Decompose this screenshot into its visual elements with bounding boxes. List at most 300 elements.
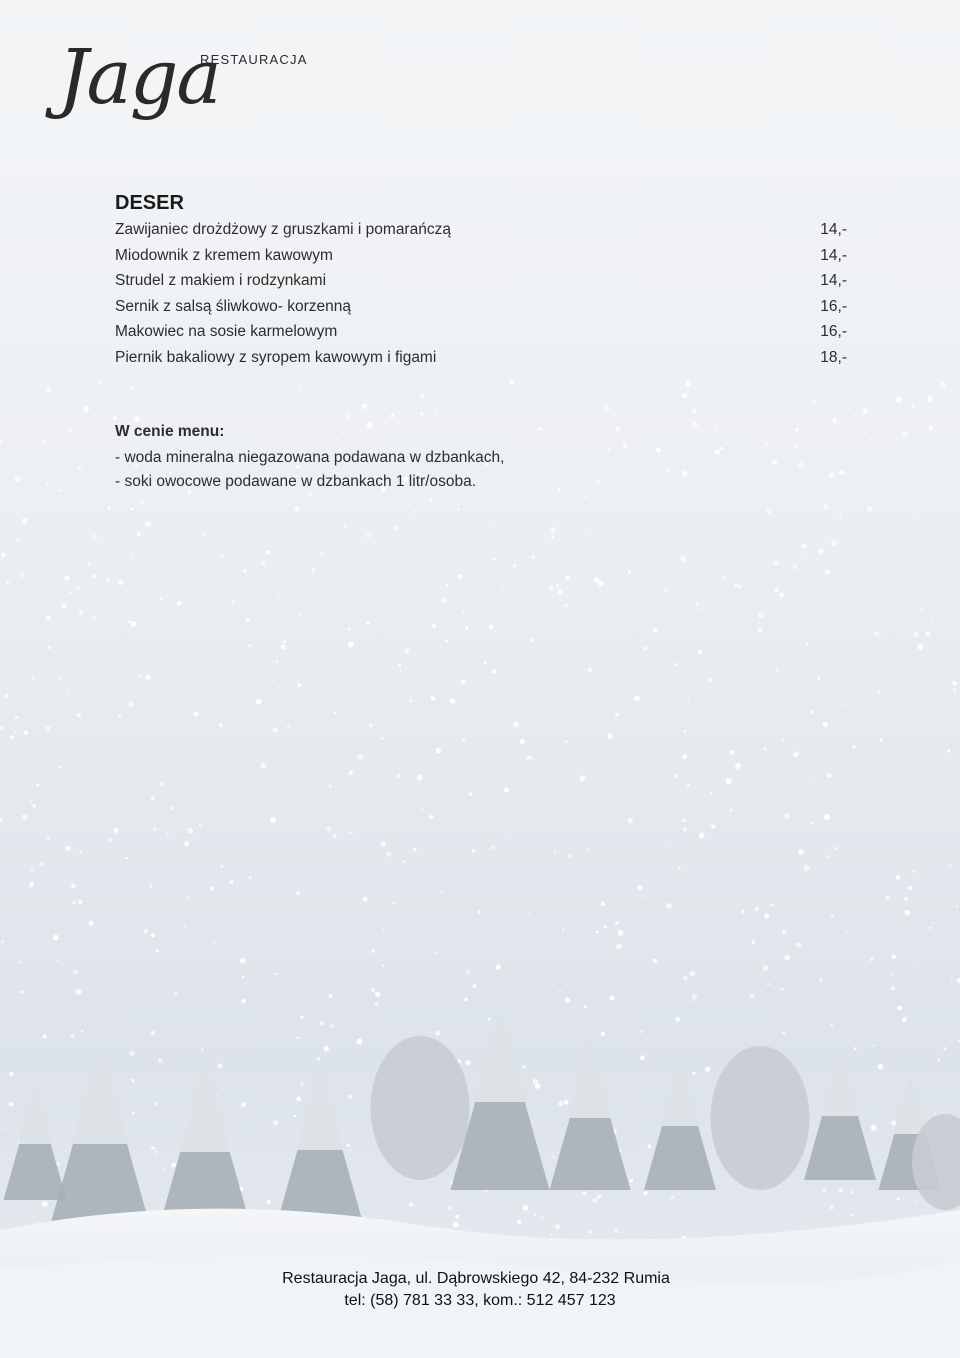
snowflake xyxy=(810,822,813,825)
snowflake xyxy=(675,663,678,666)
snowflake xyxy=(245,617,249,621)
snowflake xyxy=(782,738,785,741)
snowflake xyxy=(554,850,556,852)
snowflake xyxy=(183,926,185,928)
snowflake xyxy=(440,890,442,892)
snowflake xyxy=(839,513,842,516)
snowflake xyxy=(391,414,395,418)
footer-contact: tel: (58) 781 33 33, kom.: 512 457 123 xyxy=(344,1292,616,1309)
snowflake xyxy=(231,600,234,603)
snowflake xyxy=(588,667,593,672)
snowflake xyxy=(823,722,828,727)
snowflake xyxy=(432,624,437,629)
snowflake xyxy=(77,713,81,717)
snowflake xyxy=(748,615,751,618)
snowflake xyxy=(125,857,127,859)
snowflake xyxy=(47,645,51,649)
snowflake xyxy=(221,555,224,558)
snowflake xyxy=(710,792,713,795)
snowflake xyxy=(604,406,610,412)
snowflake xyxy=(726,779,732,785)
snowflake xyxy=(615,713,619,717)
snowflake xyxy=(913,870,916,873)
snowflake xyxy=(928,425,933,430)
snowflake xyxy=(442,598,447,603)
snowflake xyxy=(281,644,286,649)
snowflake xyxy=(810,711,813,714)
snowflake xyxy=(386,622,388,624)
snowflake xyxy=(349,771,353,775)
snowflake xyxy=(793,564,798,569)
snowflake xyxy=(615,921,618,924)
snowflake xyxy=(334,711,337,714)
snowflake xyxy=(64,576,69,581)
snowflake xyxy=(31,868,34,871)
snowflake xyxy=(118,580,123,585)
snowflake xyxy=(146,675,151,680)
snowflake xyxy=(531,638,535,642)
snowflake xyxy=(184,841,189,846)
snowflake xyxy=(329,785,331,787)
snowflake xyxy=(33,747,35,749)
snowflake xyxy=(271,679,274,682)
menu-item-price: 14,- xyxy=(820,246,847,264)
snowflake xyxy=(832,418,837,423)
snowflake xyxy=(682,471,687,476)
snowflake xyxy=(47,837,50,840)
snowflake xyxy=(32,662,34,664)
snowflake xyxy=(674,774,678,778)
snowflake xyxy=(362,403,368,409)
snowflake xyxy=(78,899,83,904)
snowflake xyxy=(735,584,738,587)
snowflake xyxy=(618,930,624,936)
price-includes-note xyxy=(115,423,504,497)
snowflake xyxy=(820,645,822,647)
snowflake xyxy=(283,640,286,643)
snowflake xyxy=(680,556,686,562)
tree-snow-cap xyxy=(298,1070,343,1150)
snowflake xyxy=(83,406,89,412)
snowflake xyxy=(624,898,626,900)
snowflake xyxy=(824,814,830,820)
snowflake xyxy=(472,849,475,852)
snowflake xyxy=(40,862,43,865)
snowflake xyxy=(484,661,487,664)
footer-address: Restauracja Jaga, ul. Dąbrowskiego 42, 84-232 Rumia xyxy=(282,1270,670,1287)
snowflake xyxy=(601,902,605,906)
snowflake xyxy=(911,406,914,409)
snowflake xyxy=(568,854,572,858)
snowflake xyxy=(333,670,335,672)
snowflake xyxy=(87,689,89,691)
snowflake xyxy=(248,644,251,647)
snowflake xyxy=(348,628,351,631)
snowflake xyxy=(203,534,206,537)
snowflake xyxy=(847,407,850,410)
snowflake xyxy=(287,725,291,729)
snowflake xyxy=(530,757,532,759)
snowflake xyxy=(565,740,568,743)
snowflake xyxy=(795,445,798,448)
snowflake xyxy=(682,819,686,823)
snowflake xyxy=(949,864,951,866)
dessert-menu-list xyxy=(115,221,847,375)
snowflake xyxy=(150,885,153,888)
snowflake xyxy=(784,813,790,819)
snowflake xyxy=(579,775,585,781)
snowflake xyxy=(128,701,133,706)
snowflake xyxy=(921,608,924,611)
snowflake xyxy=(132,555,134,557)
snowflake xyxy=(526,755,530,759)
snowflake xyxy=(160,782,164,786)
snowflake xyxy=(72,399,74,401)
snowflake xyxy=(826,855,829,858)
snowflake xyxy=(346,415,350,419)
snowflake xyxy=(0,440,2,443)
snowflake xyxy=(46,482,49,485)
snowflake xyxy=(598,581,603,586)
snowflake xyxy=(904,897,908,901)
snowflake xyxy=(802,544,807,549)
snowflake xyxy=(299,386,301,388)
snowflake xyxy=(199,823,202,826)
snowflake xyxy=(695,665,697,667)
snowflake xyxy=(30,801,33,804)
snowflake xyxy=(825,569,830,574)
snowflake xyxy=(765,443,768,446)
note-heading: W cenie menu: xyxy=(115,423,225,440)
snowflake xyxy=(730,750,735,755)
snowflake xyxy=(604,925,607,928)
snowflake xyxy=(420,412,423,415)
tree-group xyxy=(4,1014,960,1240)
snowflake xyxy=(454,677,456,679)
snowflake xyxy=(107,506,110,509)
snowflake xyxy=(896,875,901,880)
snowflake xyxy=(774,561,778,565)
snowflake xyxy=(130,386,135,391)
snowflake xyxy=(445,584,448,587)
snowflake xyxy=(791,903,793,905)
restaurant-logo xyxy=(58,28,308,140)
snowflake xyxy=(414,510,417,513)
snowflake xyxy=(420,393,424,397)
snowflake xyxy=(695,603,698,606)
bare-tree xyxy=(371,1036,470,1180)
snowflake xyxy=(557,488,561,492)
snowflake xyxy=(551,527,556,532)
snowflake xyxy=(477,910,480,913)
snowflake xyxy=(908,886,912,890)
snowflake xyxy=(400,670,402,672)
snowflake xyxy=(585,495,588,498)
snowflake xyxy=(19,650,21,652)
snowflake xyxy=(392,902,395,905)
snowflake xyxy=(551,535,554,538)
snowflake xyxy=(615,427,620,432)
tree-snow-cap xyxy=(180,1064,230,1152)
snowflake xyxy=(465,626,468,629)
snowflake xyxy=(687,700,689,702)
snowflake xyxy=(678,867,681,870)
snowflake xyxy=(867,506,872,511)
snowflake xyxy=(297,683,301,687)
snowflake xyxy=(537,427,542,432)
note-line-water: - woda mineralna niegazowana podawana w dzbankach, xyxy=(115,449,505,466)
snowflake xyxy=(469,792,472,795)
snowflake xyxy=(758,628,762,632)
snowflake xyxy=(806,642,809,645)
snowflake xyxy=(834,847,837,850)
snowflake xyxy=(886,896,890,900)
snowflake xyxy=(656,447,661,452)
snowflake xyxy=(71,883,76,888)
tree-snow-cap xyxy=(662,1062,698,1126)
snowflake xyxy=(113,828,118,833)
snowflake xyxy=(877,691,880,694)
snowflake xyxy=(913,514,915,516)
snowflake xyxy=(436,748,441,753)
snowflake xyxy=(758,622,760,624)
snowflake xyxy=(93,616,96,619)
snowflake xyxy=(697,609,699,611)
tree-snow-cap xyxy=(570,1046,611,1118)
snowflake xyxy=(435,410,437,412)
snowflake xyxy=(390,565,392,567)
snowflake xyxy=(393,526,398,531)
snowflake xyxy=(596,930,599,933)
snowflake xyxy=(952,681,956,685)
snowflake xyxy=(504,787,509,792)
snowflake xyxy=(276,660,279,663)
snowflake xyxy=(366,621,369,624)
snowflake xyxy=(5,694,9,698)
snowflake xyxy=(358,754,364,760)
snowflake xyxy=(918,644,923,649)
snowflake xyxy=(687,783,691,787)
snowflake xyxy=(852,746,855,749)
snowflake xyxy=(366,533,371,538)
snowflake xyxy=(87,562,91,566)
menu-item-price: 18,- xyxy=(820,348,847,366)
snowflake xyxy=(874,631,878,635)
snowflake xyxy=(187,828,193,834)
snowflake xyxy=(758,612,764,618)
snowflake xyxy=(128,621,131,624)
snowflake xyxy=(243,569,246,572)
snowflake xyxy=(844,704,846,706)
snowflake xyxy=(47,388,52,393)
snowflake xyxy=(623,443,628,448)
snowflake xyxy=(556,584,559,587)
snowflake xyxy=(722,576,726,580)
snowflake xyxy=(65,846,70,851)
menu-item-name: Piernik bakaliowy z syropem kawowym i figami xyxy=(115,348,437,366)
snowflake xyxy=(113,416,117,420)
snowflake xyxy=(947,750,950,753)
snowflake xyxy=(846,932,848,934)
snowflake xyxy=(153,828,156,831)
snowflake xyxy=(30,882,34,886)
snowflake xyxy=(801,558,804,561)
note-line-juice: - soki owocowe podawane w dzbankach 1 litr/osoba. xyxy=(115,473,477,490)
snowflake xyxy=(167,833,169,835)
snowflake xyxy=(764,748,767,751)
snowflake xyxy=(369,723,373,727)
menu-item-price: 16,- xyxy=(820,323,847,341)
snowflake xyxy=(160,895,162,897)
snowflake xyxy=(940,382,945,387)
snowflake xyxy=(333,834,337,838)
snowflake xyxy=(450,698,456,704)
snowflake xyxy=(587,848,589,850)
snowflake xyxy=(24,730,28,734)
snowflake xyxy=(118,715,121,718)
snowflake xyxy=(607,733,613,739)
snowflake xyxy=(397,774,400,777)
snowflake xyxy=(653,628,657,632)
snowflake xyxy=(15,476,21,482)
snowflake xyxy=(823,504,828,509)
snowflake xyxy=(708,678,713,683)
snowflake xyxy=(926,631,931,636)
snowflake xyxy=(720,447,723,450)
snowflake xyxy=(294,506,300,512)
snowflake xyxy=(413,848,417,852)
menu-item-price: 14,- xyxy=(820,221,847,238)
snowflake xyxy=(665,589,668,592)
snowflake xyxy=(430,815,434,819)
snowflake xyxy=(138,675,141,678)
snowflake xyxy=(405,648,410,653)
snowflake xyxy=(943,605,945,607)
snowflake xyxy=(772,459,777,464)
snowflake xyxy=(932,922,934,924)
logo-prefix: RESTAURACJA xyxy=(200,52,308,67)
menu-item xyxy=(115,349,847,375)
snowflake xyxy=(363,897,368,902)
snowflake xyxy=(461,679,466,684)
snowflake xyxy=(827,773,832,778)
snowflake xyxy=(557,589,563,595)
snowflake xyxy=(61,603,66,608)
snowflake xyxy=(543,429,545,431)
snowflake xyxy=(457,508,460,511)
snowflake xyxy=(767,509,772,514)
snowflake xyxy=(17,539,20,542)
snowflake xyxy=(429,498,434,503)
snowflake xyxy=(137,532,141,536)
snowflake xyxy=(494,523,496,525)
snowflake xyxy=(1,553,5,557)
snowflake xyxy=(513,564,517,568)
snowflake xyxy=(895,397,901,403)
snowflake xyxy=(105,578,110,583)
snowflake xyxy=(20,573,25,578)
snowflake xyxy=(902,432,907,437)
snowflake xyxy=(277,596,280,599)
snowflake xyxy=(520,739,525,744)
menu-item-name: Strudel z makiem i rodzynkami xyxy=(115,272,327,290)
bare-tree xyxy=(711,1046,810,1190)
menu-item xyxy=(115,221,847,247)
snowflake xyxy=(735,763,741,769)
snowflake xyxy=(564,793,566,795)
snowflake xyxy=(931,618,933,620)
snowflake xyxy=(776,668,779,671)
menu-item-name: Zawijaniec drożdżowy z gruszkami i pomarańczą xyxy=(115,221,451,238)
snowflake xyxy=(692,409,697,414)
snowflake xyxy=(809,781,811,783)
snowflake xyxy=(403,860,406,863)
snowflake xyxy=(170,807,173,810)
snowflake xyxy=(492,669,496,673)
menu-item xyxy=(115,298,847,324)
snowflake xyxy=(729,809,732,812)
menu-item-name: Sernik z salsą śliwkowo- korzenną xyxy=(115,297,352,315)
snowflake xyxy=(382,929,385,932)
snowflake xyxy=(607,448,610,451)
snowflake xyxy=(502,588,504,590)
snowflake xyxy=(458,574,463,579)
snowflake xyxy=(15,716,18,719)
snowflake xyxy=(130,508,133,511)
snowflake xyxy=(883,817,885,819)
snowflake xyxy=(59,678,62,681)
snowflake xyxy=(956,906,958,908)
snowflake xyxy=(901,578,903,580)
snowflake xyxy=(79,611,83,615)
snowflake xyxy=(409,699,412,702)
snowflake xyxy=(556,681,558,683)
snowflake xyxy=(952,688,956,692)
snowflake xyxy=(230,880,234,884)
snowflake xyxy=(738,585,742,589)
snowflake xyxy=(348,642,354,648)
snowflake xyxy=(899,812,901,814)
snowflake xyxy=(863,408,868,413)
snowflake xyxy=(665,469,669,473)
tree-snow-cap xyxy=(894,1078,926,1134)
snowflake xyxy=(98,381,101,384)
snowflake xyxy=(692,422,697,427)
snowflake xyxy=(795,428,798,431)
menu-item-name: Makowiec na sosie karmelowym xyxy=(115,323,338,341)
snowflake xyxy=(77,466,81,470)
snowflake xyxy=(6,581,9,584)
tree-snow-cap xyxy=(73,1048,127,1144)
snowflake xyxy=(144,929,148,933)
snowflake xyxy=(670,844,672,846)
snowflake xyxy=(764,913,769,918)
snowflake xyxy=(79,851,82,854)
snowflake xyxy=(108,839,111,842)
snowflake xyxy=(349,418,351,420)
snowflake xyxy=(0,818,2,823)
snowflake xyxy=(22,814,28,820)
snowflake xyxy=(31,677,34,680)
snowflake xyxy=(528,913,530,915)
snowflake xyxy=(705,623,707,625)
snowflake xyxy=(159,598,163,602)
snowflake xyxy=(67,690,69,692)
menu-item-price: 16,- xyxy=(820,297,847,315)
snowflake xyxy=(77,587,80,590)
snowflake xyxy=(10,735,14,739)
snowflake xyxy=(831,915,833,917)
